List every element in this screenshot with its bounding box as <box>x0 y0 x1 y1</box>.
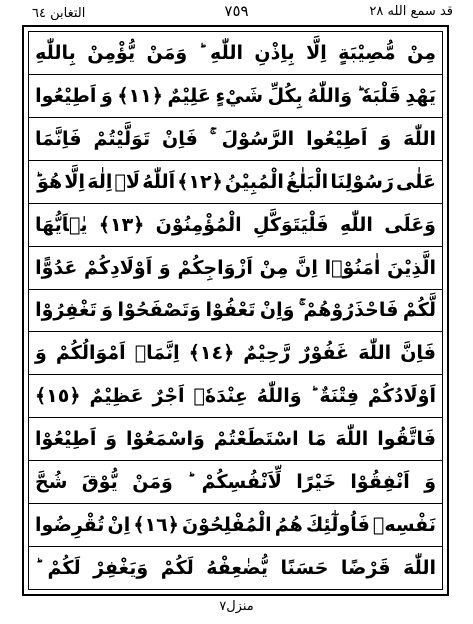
verse-word: بِاِذْنِ <box>254 41 295 64</box>
verse-word: يَهْدِ <box>405 84 436 107</box>
verse-word: فَاِنَّمَا <box>35 127 82 150</box>
verse-word: وَاسْمَعُوْا <box>125 428 205 451</box>
verse-word: تَعْفُوْا <box>205 299 256 322</box>
verse-word: وَيَغْفِرْ <box>93 557 149 580</box>
juz-name-label: قد سمع الله ٢٨ <box>369 4 453 19</box>
verse-word: اللّٰهَ <box>358 342 392 365</box>
verse-word: اَطِيْعُوْا <box>35 428 97 451</box>
verse-word: عَدُوًّا <box>35 256 78 279</box>
verse-lines <box>29 32 442 589</box>
verse-word: اللّٰهِ <box>339 213 373 236</box>
verse-word: اَمْوَالُكُمْ <box>55 342 126 365</box>
verse-word: اٰمَنُوْۤا <box>324 256 381 279</box>
verse-word: خَيْرًا <box>296 471 337 494</box>
verse-word: يُّضٰعِفْهُ <box>206 557 269 580</box>
verse-line <box>29 418 442 461</box>
verse-word: فَاُولٰٓئِكَ <box>305 514 370 537</box>
verse-word: حَسَنًا <box>280 557 329 580</box>
verse-word: ﴿١٤﴾ <box>188 342 235 365</box>
verse-word: شُحَّ <box>35 471 68 494</box>
verse-word: اِنَّمَاۤ <box>134 342 180 365</box>
verse-word: وَاِنْ <box>259 299 295 322</box>
verse-word: ﴿١١﴾ <box>117 84 163 107</box>
verse-word: اِنْ <box>107 514 131 537</box>
verse-word: يٰۤاَيُّهَا <box>35 213 88 236</box>
verse-word: فَاِنَّ <box>400 342 436 365</box>
verse-word: قَلْبَهٗ <box>361 84 401 107</box>
verse-word: اِلَّا <box>306 41 327 64</box>
verse-word: وَتَصْفَحُوْا <box>117 299 201 322</box>
verse-word: وَمَنْ <box>132 471 173 494</box>
verse-word: وَ <box>105 428 118 451</box>
verse-word: هُمُ <box>274 514 303 537</box>
verse-word: اللّٰهَ <box>403 557 436 580</box>
text-frame <box>28 31 443 590</box>
verse-word: يُّوْقَ <box>81 471 118 494</box>
verse-word: وَ <box>101 84 113 107</box>
verse-word: رَّحِيْمٌ <box>243 342 291 365</box>
verse-word: وَ <box>101 299 114 322</box>
verse-word: بِاللّٰهِ <box>35 41 76 64</box>
verse-word: غَفُوْرٌ <box>299 342 350 365</box>
verse-word: تَغْفِرُوْا <box>35 299 97 322</box>
verse-word: فَاِنْ <box>162 127 198 150</box>
verse-word: عَلٰى <box>396 170 436 193</box>
verse-word: يُّؤْمِنْ <box>87 41 136 64</box>
verse-word: ﴿١٥﴾ <box>35 385 81 408</box>
verse-word: اَوْلَادُكُمْ <box>367 385 436 408</box>
verse-line <box>29 547 442 589</box>
verse-word: هُوَ <box>37 170 63 193</box>
verse-word: لَكُمْ <box>160 557 194 580</box>
verse-word: عَظِيْمٌ <box>89 385 144 408</box>
verse-word: رَسُوْلِنَا <box>330 170 394 193</box>
verse-word: الرَّسُوْلَ <box>221 127 295 150</box>
verse-word: فَاحْذَرُوْهُمْ <box>303 299 399 322</box>
verse-line <box>29 461 442 504</box>
verse-word: نَفْسِهٖ <box>372 514 436 537</box>
verse-word: اِنَّ <box>295 256 318 279</box>
verse-word: لِّاَنْفُسِكُمْ <box>201 471 282 494</box>
verse-line <box>29 118 442 161</box>
verse-word: وَمَنْ <box>146 41 188 64</box>
verse-word: تَوَلَّيْتُمْ <box>93 127 151 150</box>
verse-word: الَّذِيْنَ <box>387 256 436 279</box>
verse-word: وَ <box>424 471 436 494</box>
verse-word: وَ <box>35 342 47 365</box>
verse-word: اَنْفِقُوْا <box>350 471 410 494</box>
page-header <box>0 0 473 26</box>
verse-word: اَطِيْعُوا <box>35 84 97 107</box>
verse-word: بِكُلِّ <box>267 84 303 107</box>
page-frame <box>22 25 449 596</box>
verse-word: فِتْنَةٌ <box>319 385 359 408</box>
verse-word: وَاللّٰهُ <box>307 84 353 107</box>
verse-word: اَللّٰهُ <box>142 170 176 193</box>
verse-word: فَلْيَتَوَكَّلِ <box>252 213 329 236</box>
verse-line <box>29 75 442 118</box>
verse-word: لَّكُمْ <box>402 299 436 322</box>
verse-word: تُقْرِضُوا <box>35 514 105 537</box>
verse-word: الْبَلٰغُ <box>286 170 329 193</box>
verse-line <box>29 161 442 204</box>
verse-word: وَ <box>379 127 392 150</box>
verse-line <box>29 290 442 333</box>
verse-word: لَاۤ <box>114 170 141 193</box>
verse-word: شَيْءٍ <box>215 84 264 107</box>
page-number: ٧٥٩ <box>224 2 249 20</box>
verse-word: وَ <box>158 256 171 279</box>
verse-word: مِنْ <box>259 256 289 279</box>
verse-word: اَجْرٌ <box>152 385 185 408</box>
manzil-label: منزل٧ <box>219 599 254 614</box>
verse-word: اِلٰهَ <box>87 170 113 193</box>
verse-word: مُّصِيْبَةٍ <box>338 41 396 64</box>
verse-word: ﴿١٦﴾ <box>133 514 179 537</box>
verse-line <box>29 32 442 75</box>
surah-name-label: التغابن ٦٤ <box>32 6 86 21</box>
verse-word: اَوْلَادِكُمْ <box>84 256 153 279</box>
verse-word: اسْتَطَعْتُمْ <box>213 428 299 451</box>
verse-word: فَاتَّقُوا <box>377 428 436 451</box>
verse-word: عَلِيْمٌ <box>167 84 211 107</box>
verse-word: ﴿١٢﴾ <box>177 170 223 193</box>
verse-word: مَا <box>307 428 327 451</box>
verse-word: الْمُؤْمِنُوْنَ <box>155 213 242 236</box>
verse-word: اللّٰهِ <box>210 41 243 64</box>
verse-word: اَطِيْعُوا <box>306 127 368 150</box>
verse-line <box>29 375 442 418</box>
verse-line <box>29 247 442 290</box>
verse-word: ﴿١٣﴾ <box>98 213 145 236</box>
verse-word: وَاللّٰهُ <box>256 385 302 408</box>
verse-line <box>29 332 442 375</box>
verse-word: الْمُبِيْنُ <box>224 170 284 193</box>
verse-word: اَزْوَاجِكُمْ <box>177 256 253 279</box>
verse-word: وَعَلَى <box>384 213 436 236</box>
verse-word: الْمُفْلِحُوْنَ <box>181 514 272 537</box>
verse-word: اللّٰهَ <box>335 428 369 451</box>
verse-word: مِنْ <box>407 41 436 64</box>
verse-word: اِلَّا <box>64 170 86 193</box>
verse-word: لَكُمْ <box>47 557 81 580</box>
verse-line <box>29 504 442 547</box>
verse-word: عِنْدَهٗۤ <box>193 385 248 408</box>
verse-line <box>29 204 442 247</box>
verse-word: قَرْضًا <box>340 557 391 580</box>
verse-word: اللّٰهَ <box>403 127 436 150</box>
